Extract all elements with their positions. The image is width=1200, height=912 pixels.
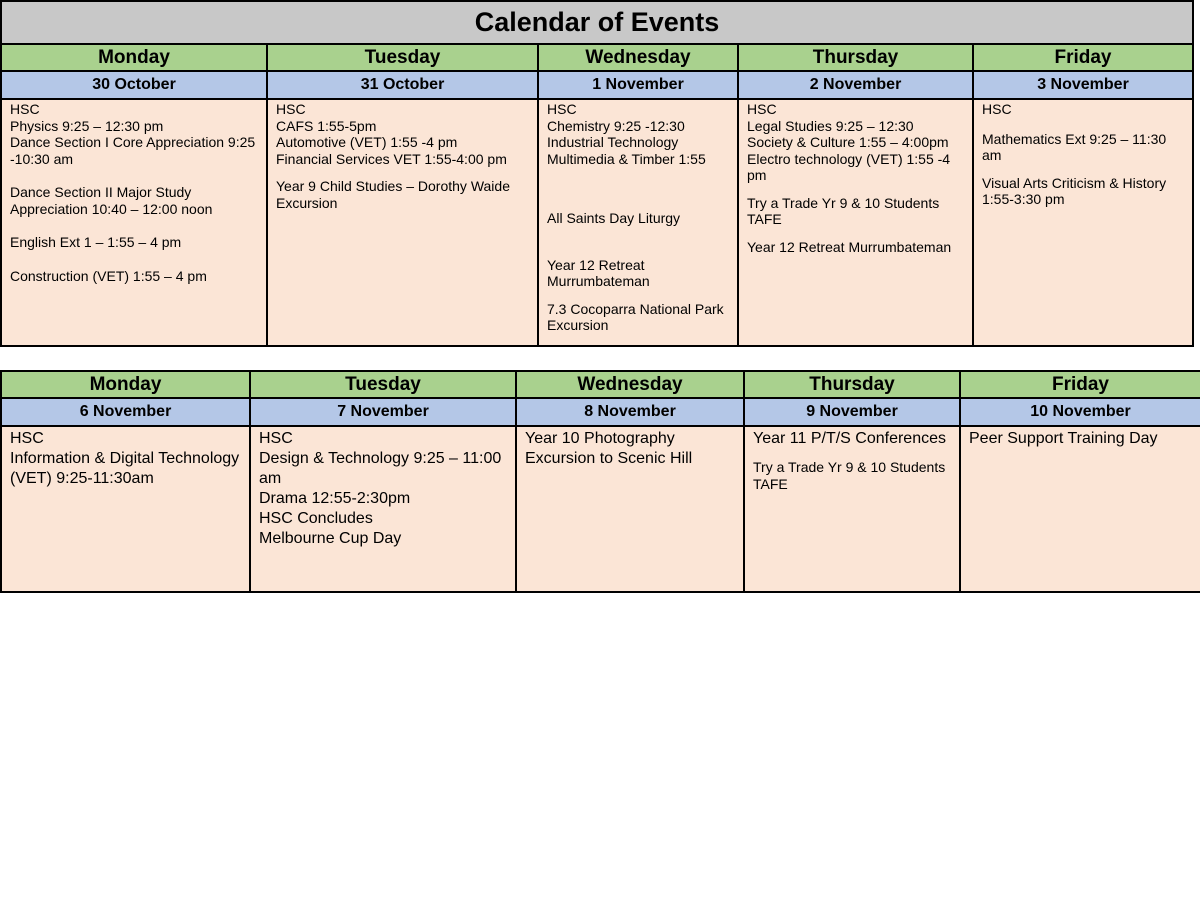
event-item: HSC	[747, 101, 777, 117]
event-item: HSC	[276, 101, 306, 117]
day-header-thursday: Thursday	[738, 44, 973, 71]
event-item: Information & Digital Technology (VET) 9:25-11:30am	[10, 450, 240, 487]
date-header: 30 October	[1, 71, 267, 99]
event-item: English Ext 1 – 1:55 – 4 pm	[10, 234, 182, 250]
event-item: Dance Section II Major Study Appreciation 10:40 – 12:00 noon	[10, 184, 213, 217]
event-item: Visual Arts Criticism & History 1:55-3:30 pm	[982, 174, 1167, 207]
calendar-title: Calendar of Events	[1, 1, 1193, 44]
day-header-monday: Monday	[1, 371, 250, 398]
event-item: Legal Studies 9:25 – 12:30	[747, 117, 914, 134]
event-item: Peer Support Training Day	[969, 430, 1158, 447]
date-header: 31 October	[267, 71, 538, 99]
day-header-monday: Monday	[1, 44, 267, 71]
day-header-tuesday: Tuesday	[250, 371, 516, 398]
event-item: Year 12 Retreat Murrumbateman	[747, 238, 952, 255]
calendar-week-2	[0, 370, 1200, 593]
event-item: Year 11 P/T/S Conferences	[753, 430, 946, 447]
event-item: Electro technology (VET) 1:55 -4 pm	[747, 150, 951, 183]
events-cell-monday	[1, 426, 250, 592]
event-item: Automotive (VET) 1:55 -4 pm	[276, 134, 458, 150]
events-cell-friday	[960, 426, 1200, 592]
day-header-thursday: Thursday	[744, 371, 960, 398]
events-cell-thursday	[738, 99, 973, 346]
event-item: Melbourne Cup Day	[259, 530, 402, 547]
events-cell-wednesday	[538, 99, 738, 346]
date-header: 6 November	[1, 398, 250, 426]
event-item: Year 12 Retreat Murrumbateman	[547, 256, 650, 289]
event-item: Industrial Technology	[547, 134, 679, 150]
event-item: Chemistry 9:25 -12:30	[547, 117, 685, 134]
date-header: 9 November	[744, 398, 960, 426]
event-item: Design & Technology 9:25 – 11:00 am	[259, 450, 502, 487]
date-header: 7 November	[250, 398, 516, 426]
event-item: Physics 9:25 – 12:30 pm	[10, 117, 164, 134]
day-header-wednesday: Wednesday	[516, 371, 744, 398]
events-cell-tuesday	[267, 99, 538, 346]
events-cell-tuesday	[250, 426, 516, 592]
day-header-wednesday: Wednesday	[538, 44, 738, 71]
calendar-week-1	[0, 0, 1194, 347]
event-item: HSC	[547, 101, 577, 117]
date-header: 3 November	[973, 71, 1193, 99]
day-header-friday: Friday	[960, 371, 1200, 398]
day-header-tuesday: Tuesday	[267, 44, 538, 71]
date-header: 10 November	[960, 398, 1200, 426]
date-header: 2 November	[738, 71, 973, 99]
events-cell-friday	[973, 99, 1193, 346]
date-header: 1 November	[538, 71, 738, 99]
event-item: Mathematics Ext 9:25 – 11:30 am	[982, 130, 1167, 163]
event-item: Try a Trade Yr 9 & 10 Students TAFE	[747, 194, 940, 227]
event-item: 7.3 Cocoparra National Park Excursion	[547, 300, 724, 333]
event-item: Dance Section I Core Appreciation 9:25 -10:30 am	[10, 134, 256, 167]
date-header: 8 November	[516, 398, 744, 426]
event-item: Multimedia & Timber 1:55	[547, 150, 706, 167]
day-header-friday: Friday	[973, 44, 1193, 71]
event-item: Financial Services VET 1:55-4:00 pm	[276, 150, 507, 167]
event-item: HSC Concludes	[259, 510, 373, 527]
event-item: All Saints Day Liturgy	[547, 210, 681, 226]
event-item: Construction (VET) 1:55 – 4 pm	[10, 267, 207, 284]
event-item: HSC	[10, 101, 40, 117]
events-cell-monday	[1, 99, 267, 346]
event-item: HSC	[982, 101, 1012, 117]
event-item: HSC	[10, 430, 44, 447]
event-item: Year 9 Child Studies – Dorothy Waide Excursion	[276, 178, 510, 211]
events-cell-wednesday	[516, 426, 744, 592]
event-item: Drama 12:55-2:30pm	[259, 490, 411, 507]
event-item: HSC	[259, 430, 293, 447]
event-item: Try a Trade Yr 9 & 10 Students TAFE	[753, 459, 946, 492]
events-cell-thursday	[744, 426, 960, 592]
event-item: Year 10 Photography Excursion to Scenic Hill	[525, 430, 693, 467]
event-item: Society & Culture 1:55 – 4:00pm	[747, 134, 949, 150]
event-item: CAFS 1:55-5pm	[276, 117, 377, 134]
